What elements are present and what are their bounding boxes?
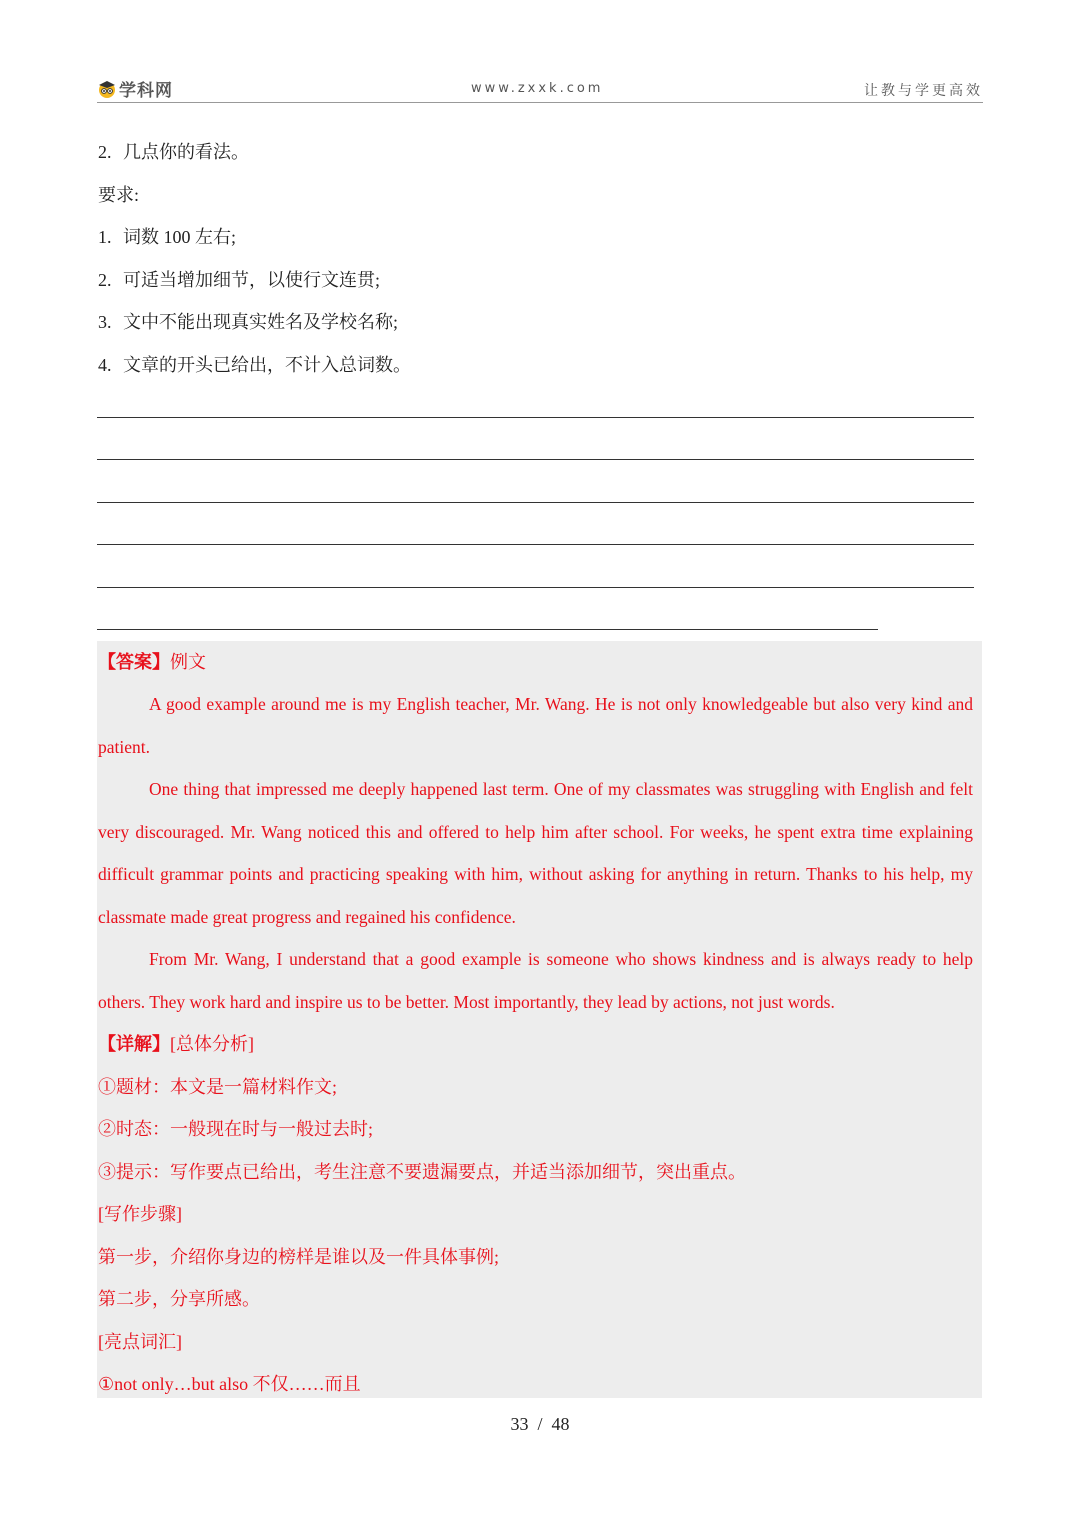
paragraph-text: From Mr. Wang, I understand that a good example is someone who shows kindness and is always ready to help others. They work hard and inspire us to be better. Most importantly, they lead by actions, not just words. xyxy=(98,949,973,1012)
list-number: 1. xyxy=(98,227,112,247)
list-text: 文章的开头已给出，不计入总词数。 xyxy=(123,355,411,375)
sample-paragraph xyxy=(98,768,973,938)
task-point-2 xyxy=(98,140,249,164)
analysis-point: ③提示：写作要点已给出，考生注意不要遗漏要点，并适当添加细节，突出重点。 xyxy=(98,1162,746,1182)
explanation-label: 【详解】 xyxy=(98,1034,170,1054)
requirement-item xyxy=(98,225,236,249)
analysis-point: ②时态：一般现在时与一般过去时; xyxy=(98,1119,373,1139)
page-number xyxy=(0,1414,1080,1435)
list-number: 4. xyxy=(98,355,112,375)
sample-paragraph xyxy=(98,683,973,768)
total-pages: 48 xyxy=(551,1414,570,1434)
writing-line xyxy=(97,502,974,503)
writing-line xyxy=(97,587,974,588)
answer-heading xyxy=(98,650,206,674)
sample-paragraph xyxy=(98,938,973,1023)
logo-mascot-icon xyxy=(97,79,117,99)
analysis-point: ①题材：本文是一篇材料作文; xyxy=(98,1077,337,1097)
writing-step: 第一步，介绍你身边的榜样是谁以及一件具体事例; xyxy=(98,1247,499,1267)
requirements-label: 要求: xyxy=(98,185,140,205)
writing-line xyxy=(97,459,974,460)
header-slogan: 让教与学更高效 xyxy=(864,83,983,99)
list-text: 几点你的看法。 xyxy=(123,142,249,162)
paragraph-text: One thing that impressed me deeply happened last term. One of my classmates was struggling with English and felt very discouraged. Mr. Wang noticed this and offered to help him after school. For weeks, he spent extra time explaining difficult grammar points and practicing speaking with him, without asking for anything in return. Thanks to his help, my classmate made great progress and regained his confidence. xyxy=(98,779,973,927)
writing-line xyxy=(97,417,974,418)
explanation-heading xyxy=(98,1032,254,1056)
vocab-heading: [亮点词汇] xyxy=(98,1332,182,1352)
list-text: 可适当增加细节，以使行文连贯; xyxy=(123,270,380,290)
page-header xyxy=(97,74,983,104)
current-page: 33 xyxy=(510,1414,529,1434)
requirement-item xyxy=(98,310,398,334)
paragraph-text: A good example around me is my English teacher, Mr. Wang. He is not only knowledgeable but also very kind and patient. xyxy=(98,694,973,757)
site-url: www.zxxk.com xyxy=(471,81,604,96)
list-text: 词数 100 左右; xyxy=(123,227,237,247)
header-divider xyxy=(97,102,983,103)
requirement-item xyxy=(98,268,380,292)
writing-step: 第二步，分享所感。 xyxy=(98,1289,260,1309)
list-number: 3. xyxy=(98,312,112,332)
page-separator: / xyxy=(537,1414,543,1434)
requirement-item xyxy=(98,353,411,377)
answer-label: 【答案】 xyxy=(98,652,170,672)
overall-heading: [总体分析] xyxy=(170,1034,254,1054)
logo-text: 学科网 xyxy=(119,81,173,101)
list-number: 2. xyxy=(98,270,112,290)
writing-line xyxy=(97,629,878,630)
writing-line xyxy=(97,544,974,545)
vocab-item: ①not only…but also 不仅……而且 xyxy=(98,1374,361,1394)
steps-heading: [写作步骤] xyxy=(98,1204,182,1224)
list-text: 文中不能出现真实姓名及学校名称; xyxy=(123,312,398,332)
list-number: 2. xyxy=(98,142,112,162)
logo xyxy=(97,76,173,101)
sample-label: 例文 xyxy=(170,652,206,672)
